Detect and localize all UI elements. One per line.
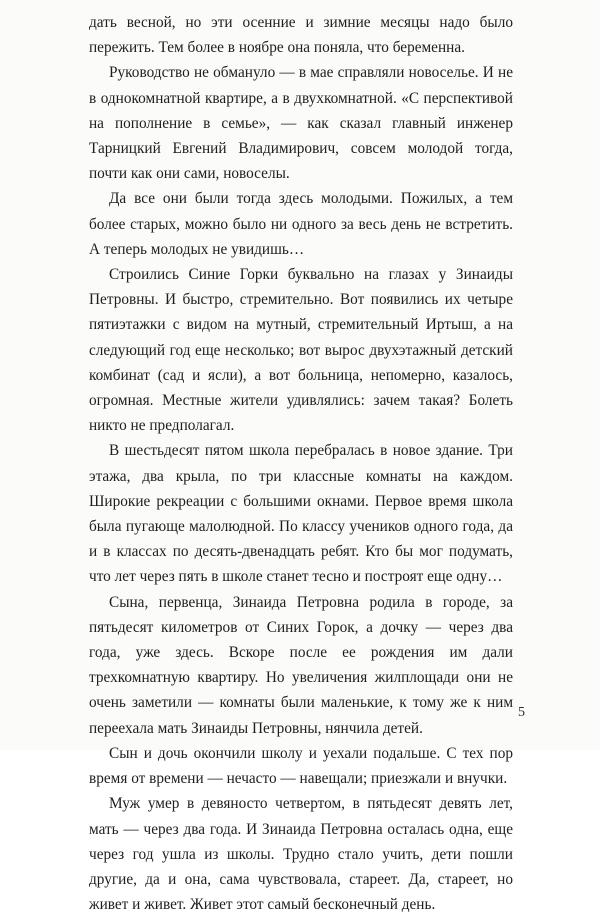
paragraph-6: Сына, первенца, Зинаида Петровна родила в городе, за пятьдесят километров от Синих Горок, а дочку — через два года, уже здесь. Вскоре после ее рождения им дали трехкомнатную квартиру. Но увеличения жилплощади они не очень заметили — комнаты были маленькие, к тому же к ним переехала мать Зинаиды Петровны, нянчила детей. bbox=[89, 593, 513, 737]
paragraph-1: дать весной, но эти осенние и зимние месяцы надо было пережить. Тем более в ноябре она поняла, что беременна. bbox=[89, 14, 513, 57]
body-text bbox=[89, 10, 513, 917]
paragraph-7: Сын и дочь окончили школу и уехали подальше. С тех пор время от времени — нечасто — навещали; приезжали и внучки. bbox=[89, 744, 513, 788]
paragraph-8: Муж умер в девяносто четвертом, в пятьдесят девять лет, мать — через два года. И Зинаида Петровна осталась одна, еще через год ушла из школы. Трудно стало учить, дети пошли другие, да и она, сама чувствовала, стареет. Да, стареет, но живет и живет. Живет этот самый бесконечный день. bbox=[89, 795, 513, 914]
paragraph-5: В шестьдесят пятом школа перебралась в новое здание. Три этажа, два крыла, по три классные комнаты на каждом. Широкие рекреации с большими окнами. Первое время школа была пугающе малолюдной. По классу учеников одного года, да и в классах по десять-двенадцать ребят. Кто бы мог подумать, что лет через пять в школе станет тесно и построят еще одну… bbox=[89, 442, 513, 586]
paragraph-2: Руководство не обмануло — в мае справляли новоселье. И не в однокомнатной квартире, а в двухкомнатной. «С перспективой на пополнение в семье», — как сказал главный инженер Тарницкий Евгений Владимирович, совсем молодой тогда, почти как они сами, новоселы. bbox=[89, 64, 513, 183]
paragraph-3: Да все они были тогда здесь молодыми. Пожилых, а тем более старых, можно было ни одного за весь день не встретить. А теперь молодых не увидишь… bbox=[89, 190, 513, 258]
paragraph-4: Строились Синие Горки буквально на глазах у Зинаиды Петровны. И быстро, стремительно. Вот появились их четыре пятиэтажки с видом на мутный, стремительный Иртыш, а на следующий год еще несколько; вот вырос двухэтажный детский комбинат (сад и ясли), а вот больница, непомерно, казалось, огромная. Местные жители удивлялись: зачем такая? Болеть никто не предполагал. bbox=[89, 266, 513, 435]
page-number: 5 bbox=[518, 705, 525, 720]
